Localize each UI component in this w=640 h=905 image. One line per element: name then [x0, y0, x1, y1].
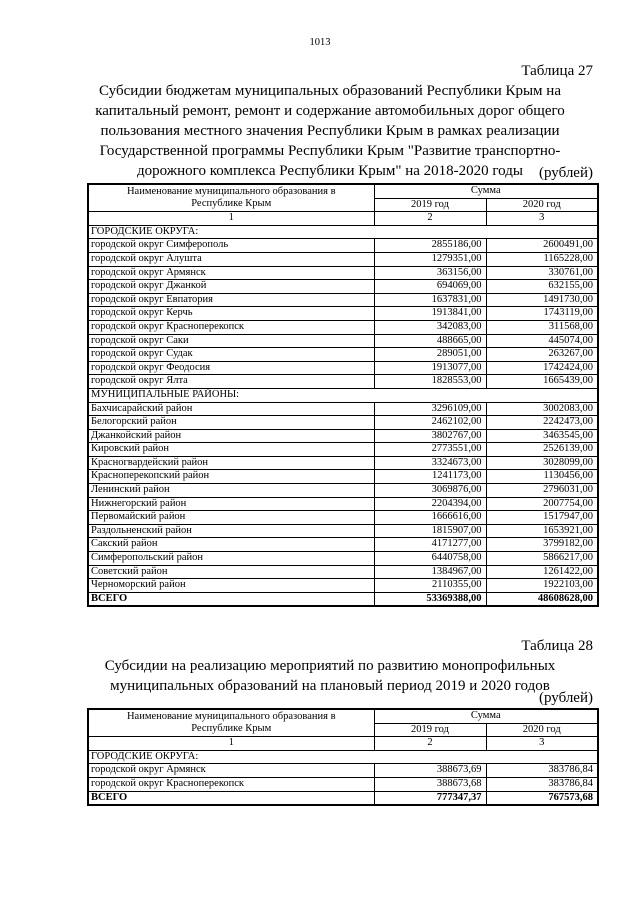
row-value-2020: 1665439,00	[486, 375, 598, 389]
total-label: ВСЕГО	[88, 791, 374, 805]
title-line: Государственной программы Республики Крым "Развитие транспортно-	[99, 143, 561, 159]
row-name: Белогорский район	[88, 416, 374, 430]
row-name: Сакский район	[88, 538, 374, 552]
row-name: Советский район	[88, 565, 374, 579]
row-value-2019: 3069876,00	[374, 484, 486, 498]
row-value-2019: 342083,00	[374, 320, 486, 334]
row-value-2020: 1491730,00	[486, 293, 598, 307]
row-name: городской округ Судак	[88, 348, 374, 362]
row-value-2020: 5866217,00	[486, 552, 598, 566]
row-value-2019: 3324673,00	[374, 456, 486, 470]
row-name: городской округ Красноперекопск	[88, 320, 374, 334]
header-name-line: Наименование муниципального образования в	[126, 185, 336, 197]
header-sum: Сумма	[374, 709, 598, 723]
row-name: городской округ Керчь	[88, 307, 374, 321]
table-row	[88, 239, 598, 253]
table-row	[88, 552, 598, 566]
row-name: городской округ Феодосия	[88, 361, 374, 375]
row-value-2020: 3799182,00	[486, 538, 598, 552]
table-row	[88, 293, 598, 307]
section-heading: ГОРОДСКИЕ ОКРУГА:	[88, 750, 598, 764]
header-name-cell	[88, 709, 374, 737]
table-28-title	[70, 656, 590, 696]
header-2020: 2020 год	[486, 198, 598, 212]
table-28-unit: (рублей)	[538, 690, 593, 706]
total-label: ВСЕГО	[88, 592, 374, 606]
row-value-2020: 383786,84	[486, 777, 598, 791]
header-2019: 2019 год	[374, 198, 486, 212]
table-row	[88, 484, 598, 498]
table-row	[88, 456, 598, 470]
row-value-2020: 1165228,00	[486, 252, 598, 266]
row-name: Красноперекопский район	[88, 470, 374, 484]
table-28-label: Таблица 28	[521, 638, 593, 654]
table-row	[88, 538, 598, 552]
title-line: муниципальных образований на плановый период 2019 и 2020 годов	[110, 678, 550, 694]
row-name: Черноморский район	[88, 579, 374, 593]
header-2019: 2019 год	[374, 723, 486, 737]
table-28	[87, 708, 599, 806]
row-value-2019: 388673,68	[374, 777, 486, 791]
row-name: Симферопольский район	[88, 552, 374, 566]
row-value-2020: 330761,00	[486, 266, 598, 280]
row-name: Бахчисарайский район	[88, 402, 374, 416]
total-2020: 48608628,00	[486, 592, 598, 606]
table-row	[88, 266, 598, 280]
row-name: Красногвардейский район	[88, 456, 374, 470]
row-value-2020: 2600491,00	[486, 239, 598, 253]
row-value-2020: 1922103,00	[486, 579, 598, 593]
total-2020: 767573,68	[486, 791, 598, 805]
row-value-2019: 1815907,00	[374, 524, 486, 538]
row-value-2020: 2007754,00	[486, 497, 598, 511]
column-number: 1	[88, 737, 374, 751]
row-value-2020: 2526139,00	[486, 443, 598, 457]
title-line: капитальный ремонт, ремонт и содержание автомобильных дорог общего	[95, 103, 565, 119]
table-row	[88, 764, 598, 778]
row-name: Ленинский район	[88, 484, 374, 498]
table-row	[88, 443, 598, 457]
row-value-2019: 1384967,00	[374, 565, 486, 579]
column-number: 1	[88, 212, 374, 226]
row-name: городской округ Саки	[88, 334, 374, 348]
row-value-2019: 2110355,00	[374, 579, 486, 593]
table-27-title	[70, 81, 590, 181]
row-value-2019: 3296109,00	[374, 402, 486, 416]
table-row	[88, 416, 598, 430]
header-name-line: Наименование муниципального образования в	[126, 710, 336, 722]
row-value-2019: 6440758,00	[374, 552, 486, 566]
page-number: 1013	[309, 37, 331, 48]
total-2019: 777347,37	[374, 791, 486, 805]
title-line: дорожного комплекса Республики Крым" на 2018-2020 годы	[137, 163, 523, 179]
table-row	[88, 777, 598, 791]
row-value-2019: 1913841,00	[374, 307, 486, 321]
row-value-2020: 2242473,00	[486, 416, 598, 430]
row-value-2019: 1279351,00	[374, 252, 486, 266]
column-number: 3	[486, 212, 598, 226]
title-line: Субсидии на реализацию мероприятий по развитию монопрофильных	[104, 658, 556, 674]
row-name: Раздольненский район	[88, 524, 374, 538]
row-value-2020: 3002083,00	[486, 402, 598, 416]
section-heading: ГОРОДСКИЕ ОКРУГА:	[88, 225, 598, 239]
row-value-2019: 1828553,00	[374, 375, 486, 389]
row-name: Первомайский район	[88, 511, 374, 525]
table-row	[88, 565, 598, 579]
header-name-cell	[88, 184, 374, 212]
row-value-2019: 488665,00	[374, 334, 486, 348]
table-row	[88, 579, 598, 593]
table-27	[87, 183, 599, 607]
row-name: городской округ Армянск	[88, 266, 374, 280]
row-value-2020: 263267,00	[486, 348, 598, 362]
row-value-2020: 1517947,00	[486, 511, 598, 525]
table-row	[88, 307, 598, 321]
row-value-2019: 2773551,00	[374, 443, 486, 457]
table-row	[88, 252, 598, 266]
table-row	[88, 497, 598, 511]
table-row	[88, 524, 598, 538]
row-value-2019: 1241173,00	[374, 470, 486, 484]
row-name: городской округ Джанкой	[88, 280, 374, 294]
row-value-2020: 1743119,00	[486, 307, 598, 321]
row-value-2019: 2462102,00	[374, 416, 486, 430]
section-heading: МУНИЦИПАЛЬНЫЕ РАЙОНЫ:	[88, 388, 598, 402]
row-name: городской округ Симферополь	[88, 239, 374, 253]
total-2019: 53369388,00	[374, 592, 486, 606]
row-value-2019: 2855186,00	[374, 239, 486, 253]
row-value-2020: 632155,00	[486, 280, 598, 294]
row-value-2019: 694069,00	[374, 280, 486, 294]
title-line: пользования местного значения Республики Крым в рамках реализации	[100, 123, 560, 139]
header-name-line: Республике Крым	[191, 198, 272, 210]
table-row	[88, 320, 598, 334]
row-value-2019: 3802767,00	[374, 429, 486, 443]
header-sum: Сумма	[374, 184, 598, 198]
row-value-2019: 388673,69	[374, 764, 486, 778]
column-number: 3	[486, 737, 598, 751]
row-value-2020: 1130456,00	[486, 470, 598, 484]
table-row	[88, 429, 598, 443]
row-value-2019: 363156,00	[374, 266, 486, 280]
table-row	[88, 470, 598, 484]
row-value-2019: 289051,00	[374, 348, 486, 362]
row-value-2019: 4171277,00	[374, 538, 486, 552]
row-name: городской округ Алушта	[88, 252, 374, 266]
table-row	[88, 511, 598, 525]
table-row	[88, 361, 598, 375]
table-27-label: Таблица 27	[521, 63, 593, 79]
row-name: городской округ Армянск	[88, 764, 374, 778]
row-value-2020: 383786,84	[486, 764, 598, 778]
row-value-2020: 3463545,00	[486, 429, 598, 443]
row-name: Кировский район	[88, 443, 374, 457]
table-27-unit: (рублей)	[538, 165, 593, 181]
row-value-2020: 3028099,00	[486, 456, 598, 470]
row-value-2019: 2204394,00	[374, 497, 486, 511]
row-value-2020: 2796031,00	[486, 484, 598, 498]
row-value-2020: 445074,00	[486, 334, 598, 348]
table-row	[88, 280, 598, 294]
header-2020: 2020 год	[486, 723, 598, 737]
row-name: Джанкойский район	[88, 429, 374, 443]
row-value-2020: 1742424,00	[486, 361, 598, 375]
table-row	[88, 334, 598, 348]
row-value-2019: 1637831,00	[374, 293, 486, 307]
table-row	[88, 375, 598, 389]
title-line: Субсидии бюджетам муниципальных образований Республики Крым на	[99, 83, 561, 99]
header-name-line: Республике Крым	[191, 723, 272, 735]
row-value-2020: 1653921,00	[486, 524, 598, 538]
row-value-2020: 1261422,00	[486, 565, 598, 579]
row-name: городской округ Красноперекопск	[88, 777, 374, 791]
row-name: городской округ Ялта	[88, 375, 374, 389]
row-name: городской округ Евпатория	[88, 293, 374, 307]
table-row	[88, 402, 598, 416]
row-value-2019: 1666616,00	[374, 511, 486, 525]
row-value-2019: 1913077,00	[374, 361, 486, 375]
table-row	[88, 348, 598, 362]
column-number: 2	[374, 212, 486, 226]
row-value-2020: 311568,00	[486, 320, 598, 334]
column-number: 2	[374, 737, 486, 751]
row-name: Нижнегорский район	[88, 497, 374, 511]
